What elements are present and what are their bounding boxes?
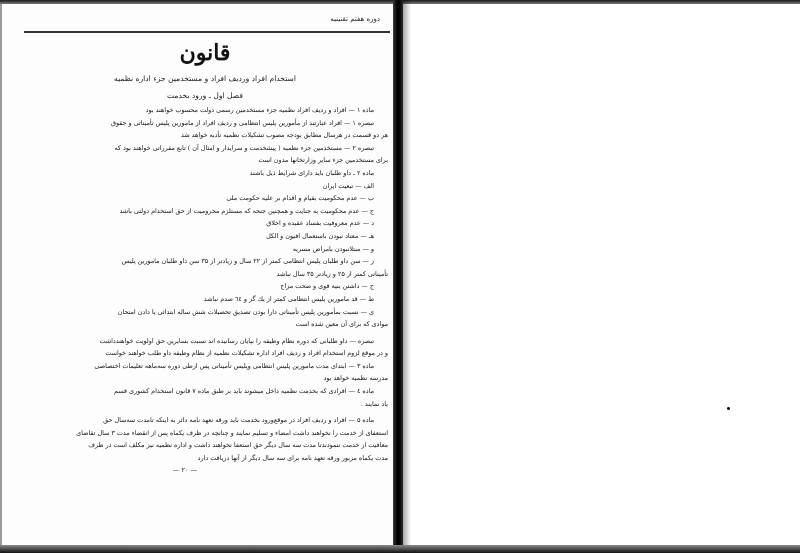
article-5-cont-2: معافیت از خدمت ننمودندتا مدت سه سال دیگر حق استعفا نخواهند داشت و اداره نظمیه نیز مکلف است در ظرف — [88, 441, 388, 450]
note-1-cont: هر دو قسمت در هرسال مطابق بودجه مصوب تشکیلات نظمیه تأدیه خواهد شد — [180, 131, 388, 140]
document-title: قانون — [179, 40, 231, 66]
right-page-blank — [411, 4, 800, 545]
condition-alef: الف — تبعیت ایران — [322, 181, 374, 190]
note-1: تبصره ۱ — افراد عبارتند از مأمورین پلیس انتظامی و ردیف افراد از مامورین پلیس تأمیناتی و حقوق — [110, 118, 374, 127]
spine-shadow — [403, 0, 411, 553]
article-3-cont: مدرسه نظمیه خواهد بود — [323, 374, 388, 383]
left-page — [0, 4, 392, 545]
note-3-cont: و در موقع لزوم استخدام افراد و ردیف افراد اداره تشکیلات نظمیه از نظام وظیفه داو طلب خواهند خواست — [105, 349, 388, 358]
header-rule — [24, 31, 390, 33]
document-subtitle: استخدام افراد وردیف افراد و مستخدمین جزء اداره نظمیه — [114, 74, 296, 83]
condition-ze: ز — سن داو طلبان پلیس انتظامی کمتر از ۲۲ سال و زیادتر از ۳۵ سن داو طلبان مامورین پلیس — [121, 257, 374, 266]
scan-bottom-edge — [0, 545, 800, 553]
condition-he: هـ — معتاد نبودن باستعمال افیون و الکل — [266, 231, 374, 240]
condition-vav: و — مبتلانبودن بامراض مسریه — [292, 244, 374, 253]
article-5-cont-3: مدت یکماه مزبور ورقه تعهد نامه برای سه سال دیگر از آنها دریافت دارد — [197, 454, 388, 463]
note-2-cont: برای مستخدمین جزء سایر وزارتخانها مدون است — [258, 156, 388, 165]
condition-jim: ج — عدم محکومیت به جنایت و همچنین جنحه که مستلزم محرومیت از حق استخدام دولتی باشد — [119, 206, 374, 215]
article-5: ماده ۵ — افراد و ردیف افراد در موقع‌ورود بخدمت باید ورقه تعهد نامه دائر به اینکه تامدت سه‌سال حق — [103, 416, 374, 425]
condition-ze-cont: تأمیناتی کمتر از ۲۵ و زیادتر ۳۵ سال نباشد — [276, 269, 388, 278]
note-3: تبصره — داو طلبانی که دوره نظام وظیفه را بپایان رسانیده اند نسبت بسایرین حق اولویت خواهندداشت — [99, 336, 374, 345]
condition-ye-cont: موادی که برای آن معین شده است — [295, 320, 388, 329]
condition-ye: ی — نسبت بمأمورین پلیس تأمیناتی دارا بودن تصدیق تحصیلات شش ساله ابتدائی یا دادن امتحان — [117, 307, 374, 316]
running-header: دوره هفتم تقنینیه — [330, 15, 380, 23]
condition-he2: ح — داشتن بنیه قوی و صحت مزاج — [280, 282, 374, 291]
note-2: تبصره ۲ — مستخدمین جزء نظمیه ( پیشخدمت و سرایدار و امثال آن ) تابع مقرراتی خواهند بود که — [114, 143, 374, 152]
article-2: ماده ۲ ـ داو طلبان باید دارای شرایط ذیل باشند — [249, 168, 374, 177]
article-1: ماده ۱ — افراد و ردیف افراد نظمیه جزء مستخدمین رسمی دولت محسوب خواهند بود — [145, 106, 374, 114]
scan-speck — [727, 407, 730, 410]
book-spine — [393, 0, 403, 553]
chapter-heading: فصل اول ـ ورود بخدمت — [166, 91, 244, 100]
article-3: ماده ۳ — ابتدای مدت مامورین پلیس انتظامی وپلیس تأمیناتی پس ازطی دوره سه‌ماهه تعلیمات اختصاصی — [94, 361, 374, 370]
article-5-cont-1: استعفای از خدمت را نخواهند داشت امضاء و تسلیم نمایند و چنانچه در ظرف یکماه پس از انقضاء مدت ۳ سال تقاضای — [76, 428, 388, 437]
condition-be: ب — عدم محکومیت بقیام و اقدام بر علیه حکومت ملی — [226, 194, 374, 203]
condition-ta: ط — قد مامورین پلیس انتظامی کمتر از یك گز و ٦٤ صدم نباشد — [203, 294, 374, 303]
page-body — [22, 36, 388, 475]
article-4-cont: یاد نمایند . — [360, 399, 388, 408]
page-edge-shadow — [0, 4, 2, 545]
condition-dal: د — عدم معروفیت بفساد عقیده و اخلاق — [266, 219, 374, 228]
page-number: — ۲۰ — — [172, 465, 198, 474]
article-4: ماده ٤ — افرادی که بخدمت نظمیه داخل میشوند باید بر طبق ماده ۷ قانون استخدام کشوری قسم — [113, 387, 374, 396]
